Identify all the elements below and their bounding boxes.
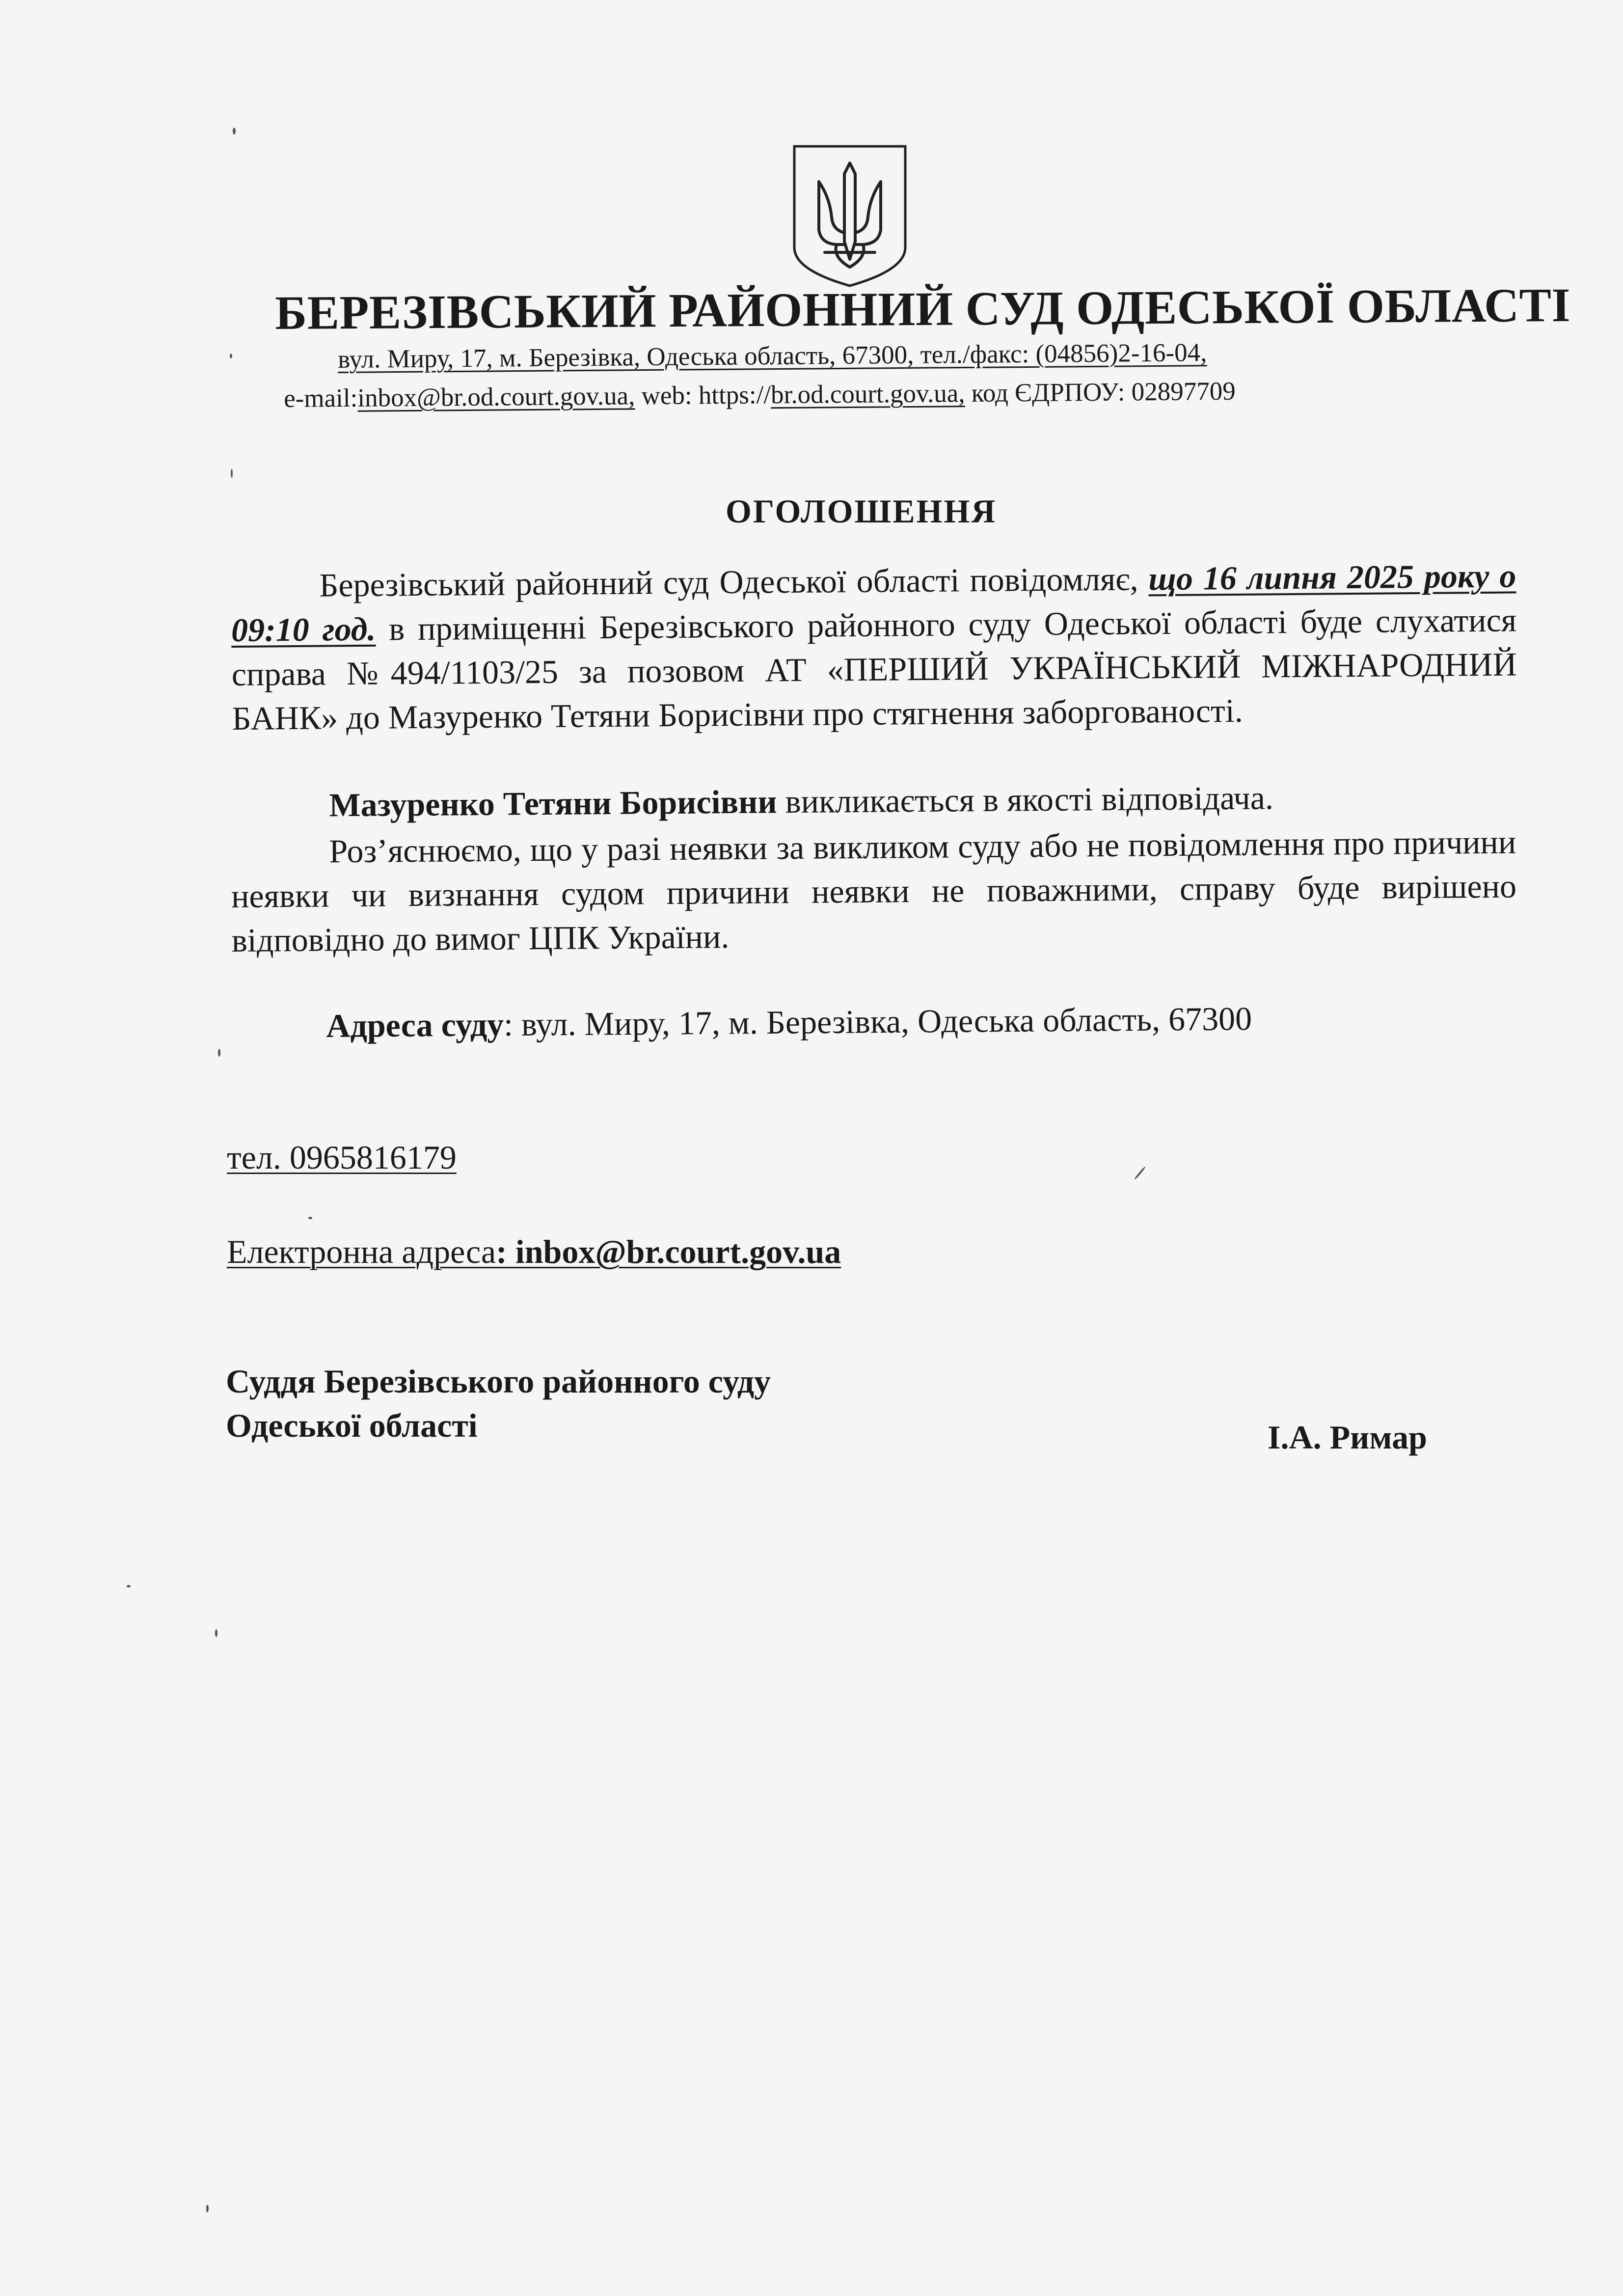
email-label: Електронна адреса <box>227 1233 496 1270</box>
court-name-heading: БЕРЕЗІВСЬКИЙ РАЙОННИЙ СУД ОДЕСЬКОЇ ОБЛАСТІ <box>275 278 1571 340</box>
court-email-link[interactable]: inbox@br.od.court.gov.ua, <box>357 382 635 412</box>
paragraph-1-details: в приміщенні Березівського районного суду Одеської області буде слухатися справа №494/1103/25 за позовом АТ «ПЕРШИЙ УКРАЇНСЬКИЙ МІЖНАРОДНИЙ БАНК» до Мазуренко Тетяни Борисівни про стягнення заборгованості. <box>231 601 1517 737</box>
judge-position-line-1: Суддя Березівського районного суду <box>226 1363 771 1400</box>
address-value: : вул. Миру, 17, м. Березівка, Одеська область, 67300 <box>503 1000 1252 1043</box>
email-value[interactable]: : inbox@br.court.gov.ua <box>496 1233 841 1270</box>
court-phone: тел. 0965816179 <box>227 1139 457 1176</box>
court-website-link[interactable]: br.od.court.gov.ua, <box>770 379 965 410</box>
email-prefix: e-mail: <box>284 383 358 413</box>
paragraph-1-intro: Березівський районний суд Одеської області повідомляє, <box>319 560 1149 604</box>
court-email-line <box>227 1232 841 1271</box>
edrpou-code: код ЄДРПОУ: 02897709 <box>965 377 1236 408</box>
hearing-date: що 16 липня 2025 року о 09:10 год. <box>231 557 1516 649</box>
address-label: Адреса суду <box>326 1006 504 1044</box>
coat-of-arms-emblem <box>791 143 908 289</box>
web-prefix: web: https:// <box>635 381 771 410</box>
paragraph-2-rest: викликається в якості відповідача. <box>777 779 1274 820</box>
court-address <box>326 999 1252 1045</box>
judge-position-line-2: Одеської області <box>226 1407 478 1444</box>
announcement-paragraph-1 <box>231 553 1517 740</box>
announcement-title: ОГОЛОШЕННЯ <box>726 492 997 530</box>
announcement-paragraph-2 <box>231 773 1516 828</box>
court-contacts-line <box>284 377 1236 413</box>
judge-name: І.А. Римар <box>1268 1419 1427 1456</box>
court-address-line: вул. Миру, 17, м. Березівка, Одеська область, 67300, тел./факс: (04856)2-16-04, <box>338 338 1207 374</box>
announcement-paragraph-3: Роз’яснюємо, що у разі неявки за викликом суду або не повідомлення про причини неявки чи визнання судом причини неявки не поважними, справу буде вирішено відповідно до вимог ЦПК України. <box>231 823 1517 959</box>
judge-position <box>226 1359 771 1448</box>
defendant-name: Мазуренко Тетяни Борисівни <box>329 783 777 824</box>
